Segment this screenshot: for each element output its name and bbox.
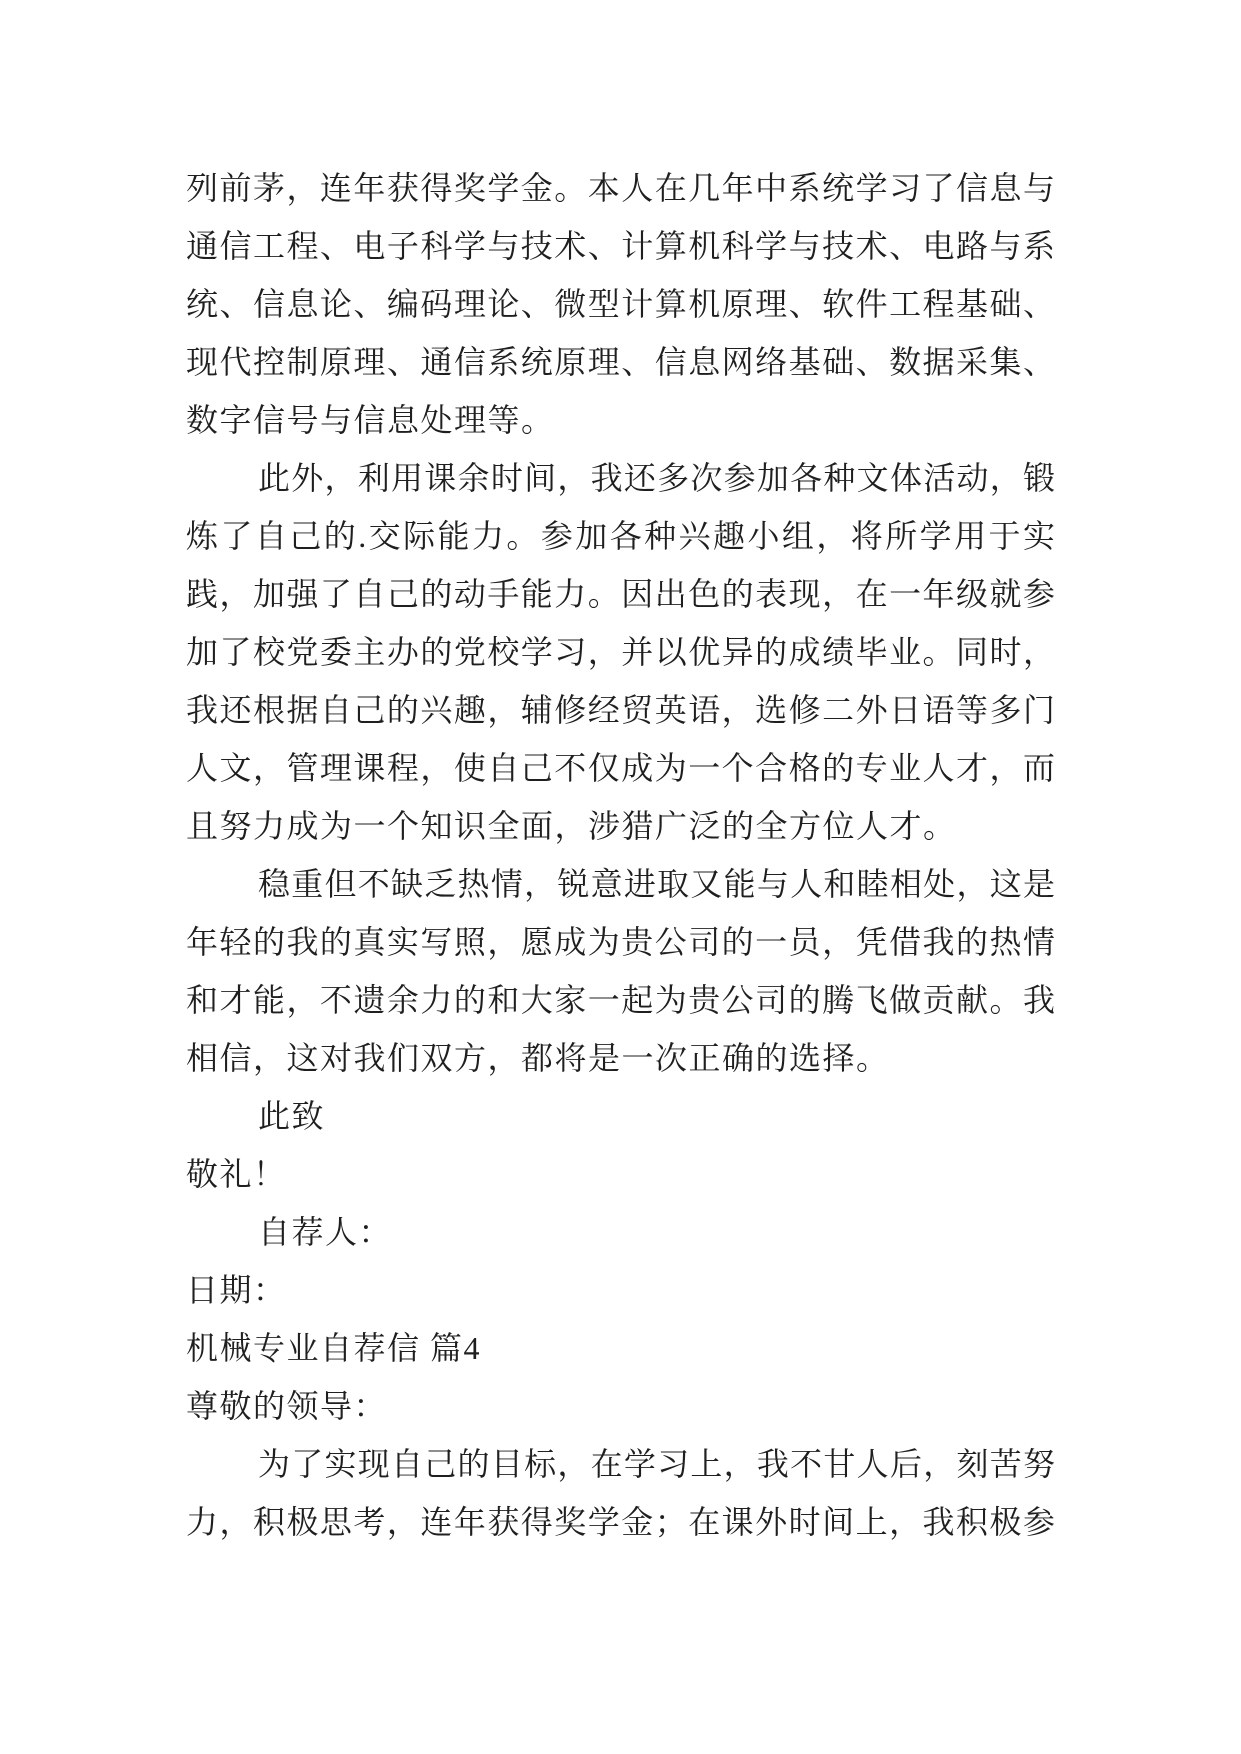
text-line: 炼了自己的.交际能力。参加各种兴趣小组，将所学用于实 bbox=[186, 518, 1055, 554]
text-line: 人文，管理课程，使自己不仅成为一个合格的专业人才，而 bbox=[186, 750, 1055, 786]
text-line: 践，加强了自己的动手能力。因出色的表现，在一年级就参 bbox=[186, 576, 1055, 612]
letter-body bbox=[186, 159, 1055, 1551]
text-line: 通信工程、电子科学与技术、计算机科学与技术、电路与系 bbox=[186, 228, 1055, 264]
text-line: 相信，这对我们双方，都将是一次正确的选择。 bbox=[186, 1040, 890, 1076]
text-line: 列前茅，连年获得奖学金。本人在几年中系统学习了信息与 bbox=[186, 170, 1055, 206]
text-line: 且努力成为一个知识全面，涉猎广泛的全方位人才。 bbox=[186, 808, 957, 844]
text-line: 力，积极思考，连年获得奖学金；在课外时间上，我积极参 bbox=[186, 1504, 1055, 1540]
text-line: 机械专业自荐信 篇4 bbox=[186, 1330, 482, 1366]
text-line: 敬礼！ bbox=[186, 1156, 287, 1192]
text-line: 加了校党委主办的党校学习，并以优异的成绩毕业。同时， bbox=[186, 634, 1055, 670]
text-line: 和才能，不遗余力的和大家一起为贵公司的腾飞做贡献。我 bbox=[186, 982, 1055, 1018]
text-line: 日期： bbox=[186, 1272, 287, 1308]
text-line: 年轻的我的真实写照，愿成为贵公司的一员，凭借我的热情 bbox=[186, 924, 1055, 960]
text-line: 现代控制原理、通信系统原理、信息网络基础、数据采集、 bbox=[186, 344, 1055, 380]
text-line: 数字信号与信息处理等。 bbox=[186, 402, 555, 438]
text-line: 尊敬的领导： bbox=[186, 1388, 388, 1424]
text-line: 我还根据自己的兴趣，辅修经贸英语，选修二外日语等多门 bbox=[186, 692, 1055, 728]
text-line: 稳重但不缺乏热情，锐意进取又能与人和睦相处，这是 bbox=[258, 866, 1055, 902]
text-line: 统、信息论、编码理论、微型计算机原理、软件工程基础、 bbox=[186, 286, 1055, 322]
text-line: 此外，利用课余时间，我还多次参加各种文体活动，锻 bbox=[258, 460, 1055, 496]
text-line: 此致 bbox=[258, 1098, 326, 1134]
text-line: 为了实现自己的目标，在学习上，我不甘人后，刻苦努 bbox=[258, 1446, 1055, 1482]
text-line: 自荐人： bbox=[258, 1214, 393, 1250]
